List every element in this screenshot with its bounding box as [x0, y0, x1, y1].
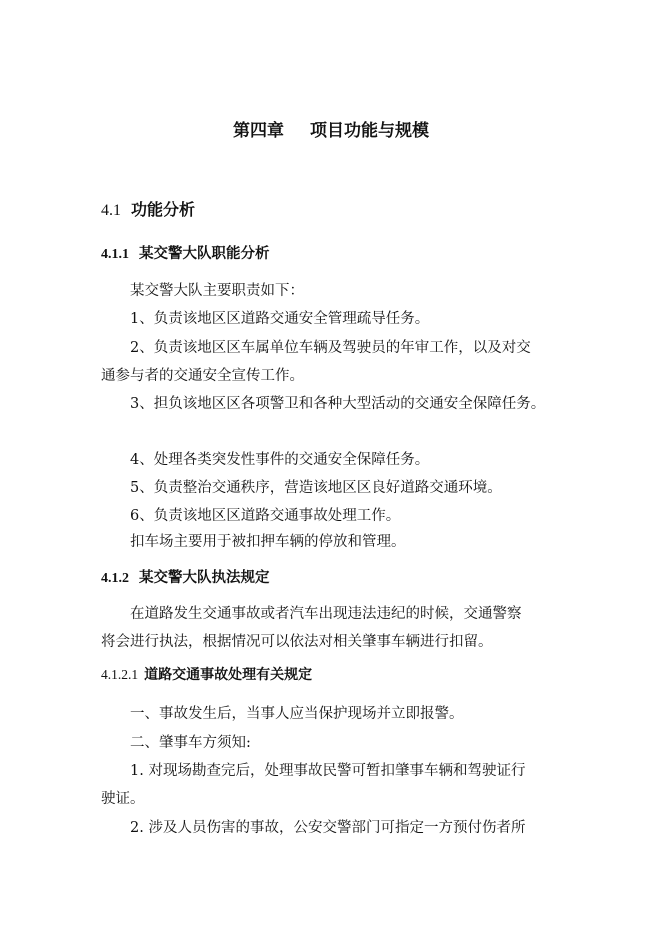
paragraph-line: 一、事故发生后，当事人应当保护现场并立即报警。	[130, 706, 464, 722]
section-heading-4-1: 4.1 功能分析	[101, 200, 196, 219]
section-heading-4-1-2: 4.1.2 某交警大队执法规定	[101, 569, 270, 586]
paragraph-line: 2、负责该地区区车属单位车辆及驾驶员的年审工作，以及对交	[130, 340, 531, 356]
paragraph-line: 3、担负该地区区各项警卫和各种大型活动的交通安全保障任务。	[130, 396, 546, 412]
paragraph-line: 某交警大队主要职责如下：	[130, 283, 304, 299]
chapter-name: 项目功能与规模	[310, 121, 429, 141]
chapter-number: 第四章	[233, 121, 284, 141]
paragraph-line: 5、负责整治交通秩序，营造该地区区良好道路交通环境。	[130, 480, 502, 496]
paragraph-line: 扣车场主要用于被扣押车辆的停放和管理。	[130, 534, 406, 550]
paragraph-line: 在道路发生交通事故或者汽车出现违法违纪的时候，交通警察	[130, 606, 522, 622]
paragraph-line: 驶证。	[101, 791, 145, 807]
paragraph-line: 二、肇事车方须知:	[130, 735, 251, 751]
paragraph-line: 6、负责该地区区道路交通事故处理工作。	[130, 508, 401, 524]
paragraph-line: 2. 涉及人员伤害的事故，公安交警部门可指定一方预付伤者所	[130, 820, 526, 836]
section-heading-4-1-1: 4.1.1 某交警大队职能分析	[101, 245, 270, 262]
paragraph-line: 通参与者的交通安全宣传工作。	[101, 368, 304, 384]
section-heading-4-1-2-1: 4.1.2.1 道路交通事故处理有关规定	[101, 667, 313, 683]
paragraph-line: 1. 对现场勘查完后，处理事故民警可暂扣肇事车辆和驾驶证行	[130, 763, 526, 779]
chapter-title	[0, 116, 662, 141]
paragraph-line: 将会进行执法，根据情况可以依法对相关肇事车辆进行扣留。	[101, 634, 493, 650]
paragraph-line: 1、负责该地区区道路交通安全管理疏导任务。	[130, 311, 430, 327]
paragraph-line: 4、处理各类突发性事件的交通安全保障任务。	[130, 452, 430, 468]
